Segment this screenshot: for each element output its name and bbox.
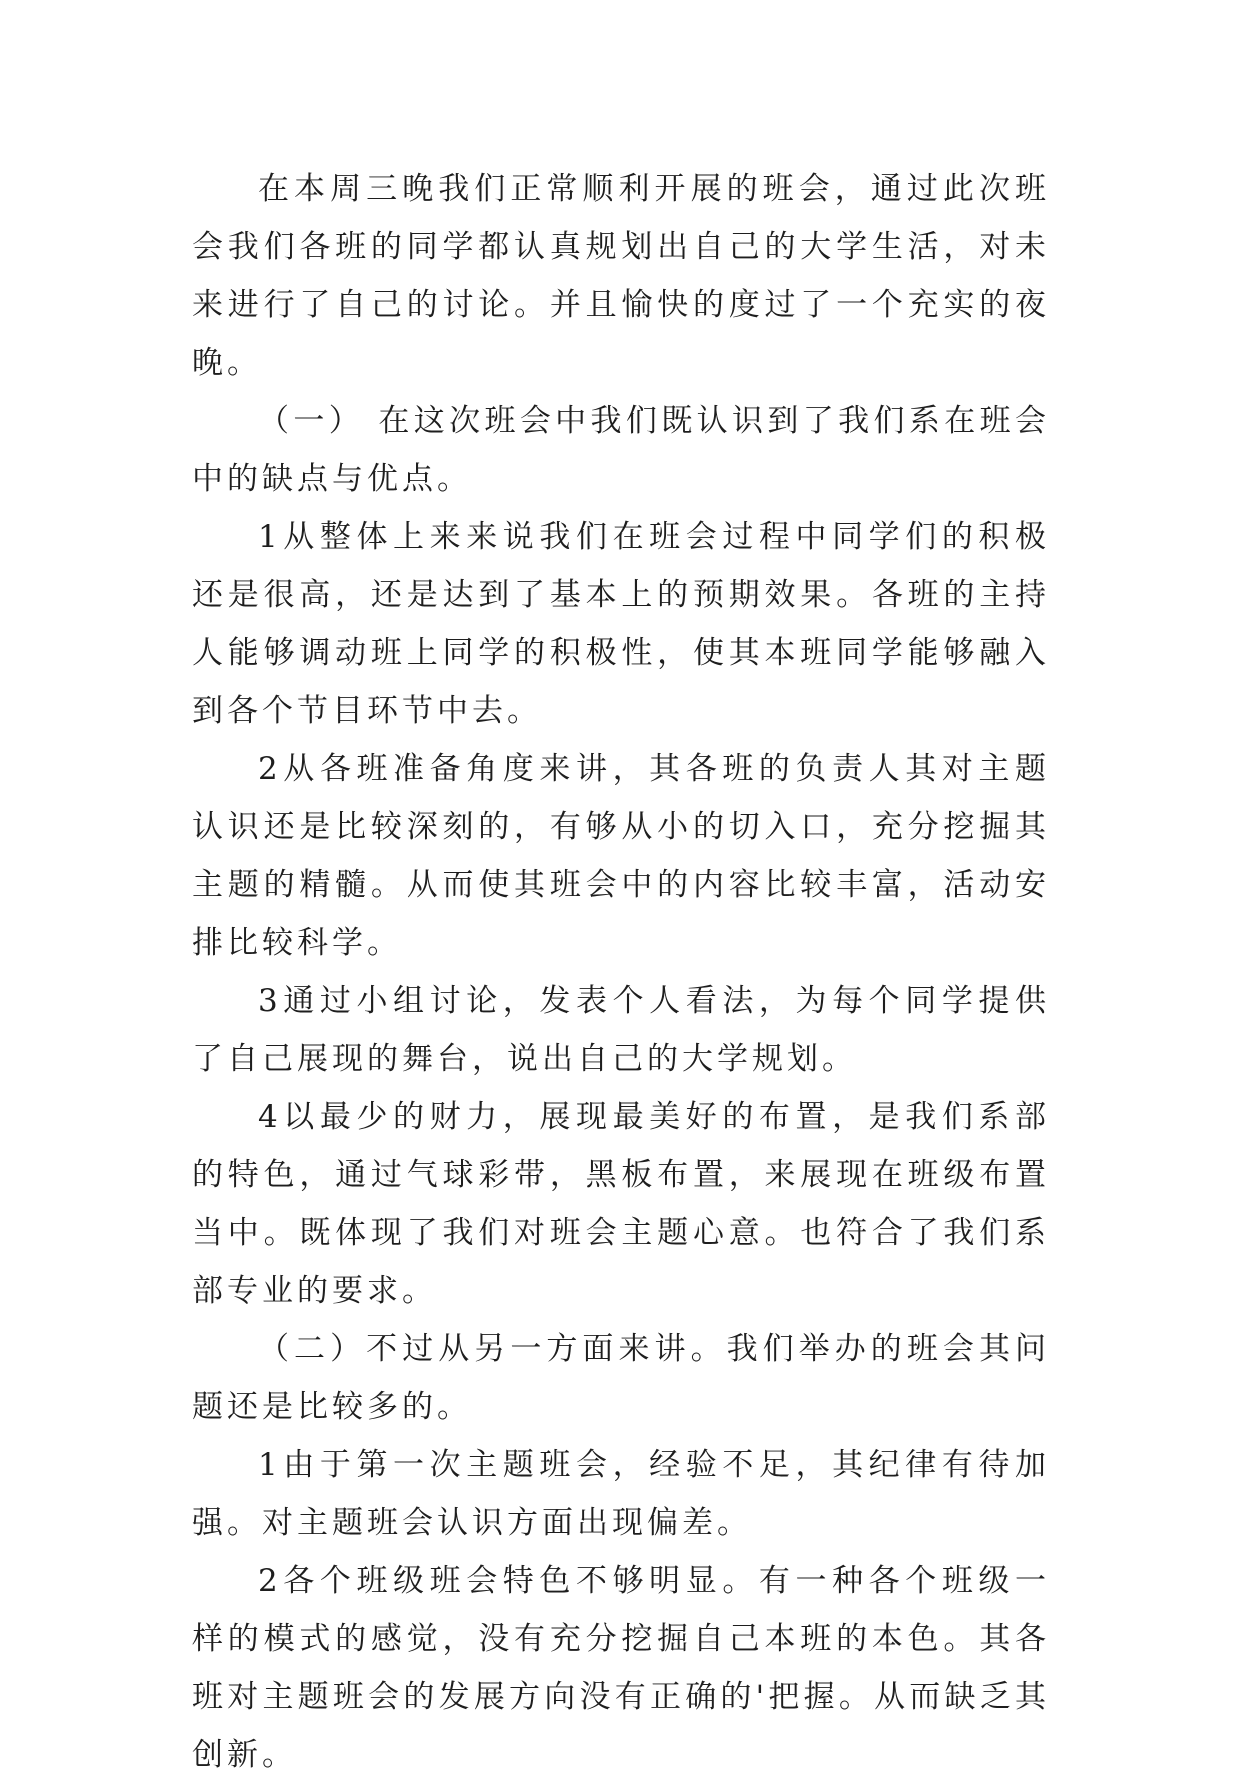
paragraph-issue-1: 1由于第一次主题班会，经验不足，其纪律有待加强。对主题班会认识方面出现偏差。 xyxy=(192,1447,1050,1541)
paragraph-intro: 在本周三晚我们正常顺利开展的班会，通过此次班会我们各班的同学都认真规划出自己的大学生活，对未来进行了自己的讨论。并且愉快的度过了一个充实的夜晚。 xyxy=(192,171,1050,381)
paragraph-section-two-heading: （二）不过从另一方面来讲。我们举办的班会其问题还是比较多的。 xyxy=(192,1331,1050,1425)
paragraph-section-one-heading: （一） 在这次班会中我们既认识到了我们系在班会中的缺点与优点。 xyxy=(192,403,1050,497)
paragraph-point-4: 4以最少的财力，展现最美好的布置，是我们系部的特色，通过气球彩带，黑板布置，来展现在班级布置当中。既体现了我们对班会主题心意。也符合了我们系部专业的要求。 xyxy=(192,1099,1050,1309)
paragraph-point-1: 1从整体上来来说我们在班会过程中同学们的积极还是很高，还是达到了基本上的预期效果。各班的主持人能够调动班上同学的积极性，使其本班同学能够融入到各个节目环节中去。 xyxy=(192,519,1050,729)
paragraph-point-3: 3通过小组讨论，发表个人看法，为每个同学提供了自己展现的舞台，说出自己的大学规划。 xyxy=(192,983,1050,1077)
paragraph-point-2: 2从各班准备角度来讲，其各班的负责人其对主题认识还是比较深刻的，有够从小的切入口，充分挖掘其主题的精髓。从而使其班会中的内容比较丰富，活动安排比较科学。 xyxy=(192,751,1050,961)
paragraph-issue-2: 2各个班级班会特色不够明显。有一种各个班级一样的模式的感觉，没有充分挖掘自己本班的本色。其各班对主题班会的发展方向没有正确的'把握。从而缺乏其创新。 xyxy=(192,1563,1050,1773)
document-body xyxy=(192,160,1050,1784)
